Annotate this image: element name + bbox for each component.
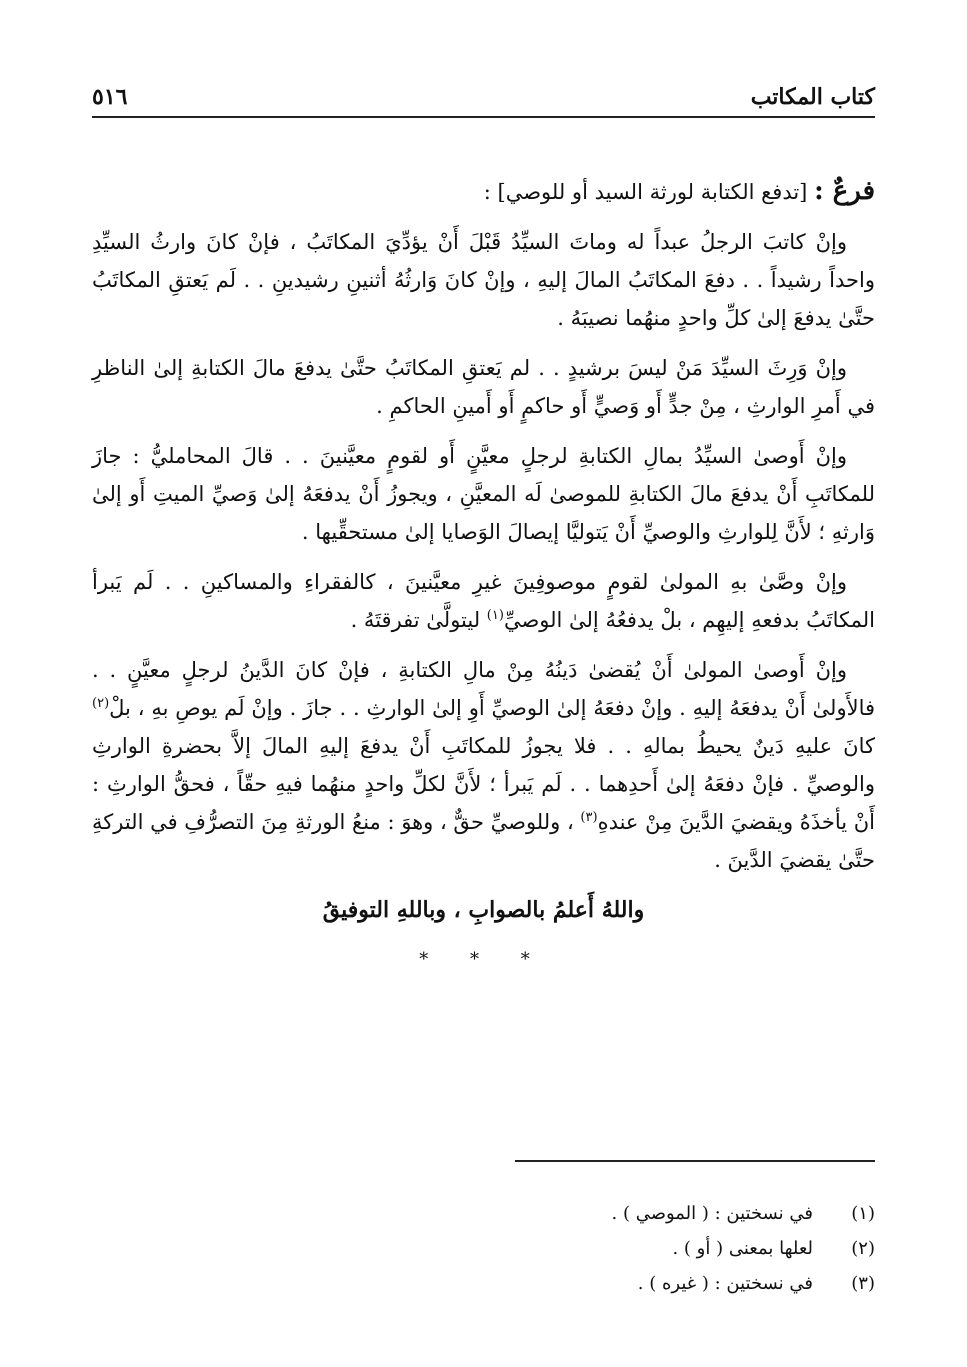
footnote-number: (٢) (851, 1238, 875, 1259)
footnote-text: في نسختين : ( غيره ) . (637, 1273, 813, 1294)
branch-title: [تدفع الكتابة لورثة السيد أو للوصي] : (483, 180, 808, 204)
paragraph-1 (92, 223, 875, 337)
footnote-3 (92, 1266, 875, 1301)
header-rule (92, 116, 875, 118)
paragraph-4-text-a: وإنْ وصَّىٰ بهِ المولىٰ لقومٍ موصوفِينَ غيرِ معيَّنينَ ، كالفقراءِ والمساكينِ . . لَم يَبرأ المكاتَبُ بدفعهِ إليهِم ، بلْ يدفعُهُ إلىٰ الوصيِّ (92, 570, 875, 632)
paragraph-2 (92, 349, 875, 425)
paragraph-1-text: وإنْ كاتبَ الرجلُ عبداً له وماتَ السيِّدُ قَبْلَ أَنْ يؤدِّيَ المكاتَبُ ، فإنْ كانَ وارثُ السيِّدِ واحداً رشيداً . . دفعَ المكاتَبُ المالَ إليهِ ، وإنْ كانَ وَارثُهُ أثنينِ رشيدينِ . . لَم يَعتقِ المكاتَبُ حتَّىٰ يدفعَ إلىٰ كلِّ واحدٍ منهُما نصيبَهُ . (92, 230, 875, 330)
footnote-1 (92, 1196, 875, 1231)
paragraph-3-text: وإنْ أَوصىٰ السيِّدُ بمالِ الكتابةِ لرجلٍ معيَّنٍ أَو لقومٍ معيَّنينَ . . قالَ المحامليُّ : جازَ للمكاتَبِ أَنْ يدفعَ مالَ الكتابةِ للموصىٰ لَه المعيَّنِ ، ويجوزُ أَنْ يدفعَهُ إلىٰ وَصيِّ الميتِ أَو إلىٰ وَارثهِ ؛ لأَنَّ لِلوارثِ والوصيِّ أَنْ يَتوليَّا إيصالَ الوَصايا إلىٰ مستحقِّيها . (92, 444, 875, 544)
paragraph-5-text-a: وإنْ أَوصىٰ المولىٰ أَنْ يُقضىٰ دَينُهُ مِنْ مالِ الكتابةِ ، فإنْ كانَ الدَّينُ لرجلٍ معيَّنٍ . . فالأَولىٰ أَنْ يدفعَهُ إليهِ . وإنْ دفعَهُ إلىٰ الوصيِّ أَوِ إلىٰ الوارثِ . . جازَ . وإنْ لَم يوصِ بهِ ، بلْ (92, 658, 875, 720)
footnote-2 (92, 1231, 875, 1266)
page-number: ٥١٦ (92, 84, 128, 110)
section-divider-stars: * * * (419, 949, 548, 970)
footnote-text: في نسختين : ( الموصي ) . (611, 1203, 813, 1224)
paragraph-2-text: وإنْ وَرِثَ السيِّدَ مَنْ ليسَ برشيدٍ . . لم يَعتقِ المكاتَبُ حتَّىٰ يدفعَ مالَ الكتابةِ إلىٰ الناظرِ في أَمرِ الوارثِ ، مِنْ جدٍّ أَو وَصيٍّ أَو حاكمٍ أَو أَمينِ الحاكمِ . (92, 356, 875, 418)
paragraph-5 (92, 651, 875, 879)
footnote-ref-3[interactable]: (٣) (580, 810, 598, 825)
footnote-text: لعلها بمعنى ( أو ) . (672, 1238, 813, 1259)
closing-formula: واللهُ أَعلمُ بالصوابِ ، وباللهِ التوفيقُ (322, 897, 645, 923)
footnote-ref-2[interactable]: (٢) (92, 696, 110, 711)
footnote-separator (515, 1160, 875, 1162)
paragraph-4-text-b: ليتولَّىٰ تفرقتَهُ . (350, 608, 487, 632)
paragraph-4 (92, 563, 875, 639)
footnote-number: (١) (851, 1203, 875, 1224)
footnote-ref-1[interactable]: (١) (486, 608, 504, 623)
branch-label: فرعٌ : (814, 176, 875, 206)
paragraph-3 (92, 437, 875, 551)
paragraph-5-text-b: كانَ عليهِ دَينٌ يحيطُ بمالهِ . . فلا يجوزُ للمكاتَبِ أَنْ يدفعَ إليهِ المالَ إلاَّ بحضرةِ الوارثِ والوصيِّ . فإنْ دفعَهُ إلىٰ أَحدِهما . . لَم يَبرأ ؛ لأَنَّ لكلِّ واحدٍ منهُما فيهِ حقّاً ، فحقُّ الوارثِ : أَنْ يأخذَهُ ويقضيَ الدَّينَ مِنْ عندهِ (92, 734, 875, 834)
branch-heading (92, 172, 875, 211)
footnotes (92, 1196, 875, 1301)
footnote-number: (٣) (851, 1273, 875, 1294)
paragraph-5-text-c: ، وللوصيِّ حقٌّ ، وهوَ : منعُ الورثةِ مِنَ التصرُّفِ في التركةِ حتَّىٰ يقضيَ الدَّينَ . (92, 810, 875, 872)
book-title: كتاب المكاتب (750, 84, 875, 110)
main-text (92, 172, 875, 991)
running-head (92, 70, 875, 110)
